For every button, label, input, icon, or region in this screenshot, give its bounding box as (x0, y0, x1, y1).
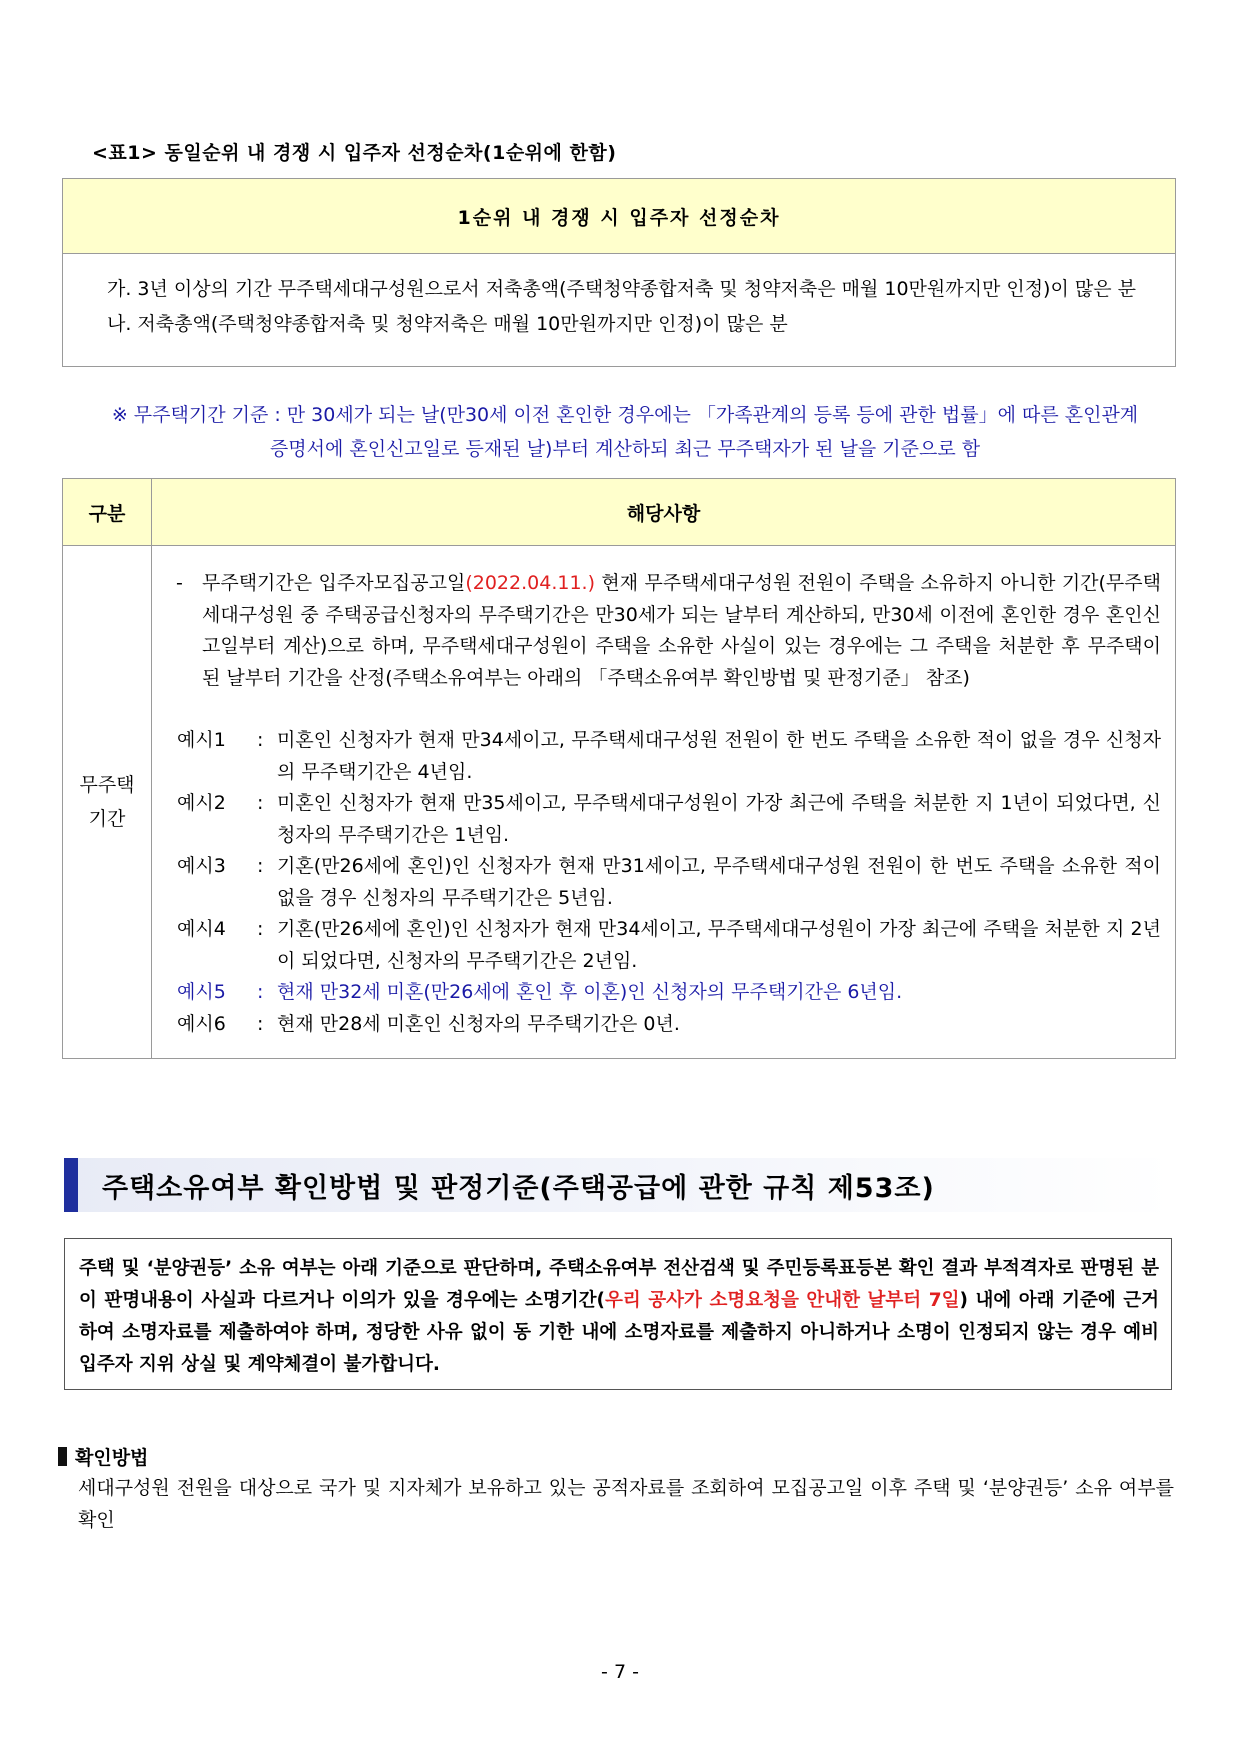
note-line-2: 증명서에 혼인신고일로 등재된 날)부터 계산하되 최근 무주택자가 된 날을 기준으로 함 (269, 438, 981, 460)
example-2 (177, 788, 1161, 851)
main-description (176, 568, 1161, 694)
example-sep: : (257, 729, 264, 751)
category-label: 무주택 기간 (79, 774, 135, 830)
example-label: 예시6 (177, 1012, 226, 1035)
table1-header: 1순위 내 경쟁 시 입주자 선정순차 (63, 179, 1176, 254)
confirm-heading (58, 1443, 148, 1470)
section-heading-accent (64, 1158, 78, 1212)
example-5 (177, 977, 1161, 1009)
notice-text-post: ) 내에 아래 기준에 근거하여 소명자료를 제출하여야 하며, 정당한 사유 없이 동 기한 내에 소명자료를 제출하지 아니하거나 소명이 인정되지 않는 경우 예비입주자 지위 상실 및 계약체결이 불가합니다. (79, 1290, 1159, 1375)
example-label: 예시3 (177, 855, 226, 877)
section-heading: 주택소유여부 확인방법 및 판정기준(주택공급에 관한 규칙 제53조) (102, 1173, 935, 1204)
table1-caption: <표1> 동일순위 내 경쟁 시 입주자 선정순차(1순위에 한함) (92, 142, 617, 164)
example-text: 현재 만32세 미혼(만26세에 혼인 후 이혼)인 신청자의 무주택기간은 6년임. (277, 981, 903, 1003)
page-number: - 7 - (601, 1661, 639, 1683)
example-text: 기혼(만26세에 혼인)인 신청자가 현재 만34세이고, 무주택세대구성원이 가장 최근에 주택을 처분한 지 2년이 되었다면, 신청자의 무주택기간은 2년임. (277, 918, 1161, 972)
example-sep: : (257, 792, 264, 814)
example-sep: : (257, 981, 264, 1003)
example-sep: : (257, 855, 264, 877)
main-text-post: 현재 무주택세대구성원 전원이 주택을 소유하지 아니한 기간(무주택세대구성원 중 주택공급신청자의 무주택기간은 만30세가 되는 날부터 계산하되, 만30세 이전에 혼인한 경우 혼인신고일부터 계산)으로 하며, 무주택세대구성원이 주택을 소유한 사실이 있는 경우에는 그 주택을 처분한 후 무주택이 된 날부터 기간을 산정(주택소유여부는 아래의 「주택소유여부 확인방법 및 판정기준」 참조) (202, 572, 1161, 689)
example-text: 미혼인 신청자가 현재 만34세이고, 무주택세대구성원 전원이 한 번도 주택을 소유한 적이 없을 경우 신청자의 무주택기간은 4년임. (277, 729, 1161, 783)
dash-mark: - (176, 572, 183, 594)
notice-highlight: 우리 공사가 소명요청을 안내한 날부터 7일 (605, 1290, 960, 1311)
example-label: 예시4 (177, 918, 226, 940)
note-line-1: ※ 무주택기간 기준 : 만 30세가 되는 날(만30세 이전 혼인한 경우에는 「가족관계의 등록 등에 관한 법률」에 따른 혼인관계 (111, 404, 1139, 426)
example-label: 예시1 (177, 729, 226, 751)
table2-content (152, 546, 1176, 1059)
confirm-title: 확인방법 (75, 1447, 149, 1469)
confirm-body: 세대구성원 전원을 대상으로 국가 및 지자체가 보유하고 있는 공적자료를 조회하여 모집공고일 이후 주택 및 ‘분양권등’ 소유 여부를 확인 (78, 1477, 1174, 1531)
table2-col1-header: 구분 (63, 479, 152, 546)
announcement-date: (2022.04.11.) (465, 572, 595, 594)
table1-row-1: 가. 3년 이상의 기간 무주택세대구성원으로서 저축총액(주택청약종합저축 및 청약저축은 매월 10만원까지만 인정)이 많은 분 (107, 278, 1136, 300)
example-1 (177, 725, 1161, 788)
example-sep: : (257, 918, 264, 940)
table2-col2-header: 해당사항 (152, 479, 1176, 546)
table1 (62, 178, 1176, 367)
notice-text-pre: 주택 및 ‘분양권등’ 소유 여부는 아래 기준으로 판단하며, 주택소유여부 전산검색 및 주민등록표등본 확인 결과 부적격자로 판명된 분이 판명내용이 사실과 다르거나 이의가 있을 경우에는 소명기간( (79, 1258, 1159, 1311)
example-text: 기혼(만26세에 혼인)인 신청자가 현재 만31세이고, 무주택세대구성원 전원이 한 번도 주택을 소유한 적이 없을 경우 신청자의 무주택기간은 5년임. (277, 855, 1161, 909)
example-label: 예시2 (177, 792, 226, 814)
example-text: 미혼인 신청자가 현재 만35세이고, 무주택세대구성원이 가장 최근에 주택을 처분한 지 1년이 되었다면, 신청자의 무주택기간은 1년임. (277, 792, 1161, 846)
example-text: 현재 만28세 미혼인 신청자의 무주택기간은 0년. (277, 1012, 680, 1035)
table1-body (63, 254, 1176, 367)
notice-box (64, 1238, 1172, 1390)
main-text-pre: 무주택기간은 입주자모집공고일 (202, 572, 466, 594)
example-4 (177, 914, 1161, 977)
square-bullet-icon (58, 1447, 67, 1466)
table1-row-2: 나. 저축총액(주택청약종합저축 및 청약저축은 매월 10만원까지만 인정)이 많은 분 (107, 313, 788, 335)
example-sep: : (257, 1012, 264, 1035)
table2 (62, 478, 1176, 1059)
example-3 (177, 851, 1161, 914)
table2-category (63, 546, 152, 1059)
example-6 (177, 1009, 1161, 1041)
example-label: 예시5 (177, 981, 226, 1003)
